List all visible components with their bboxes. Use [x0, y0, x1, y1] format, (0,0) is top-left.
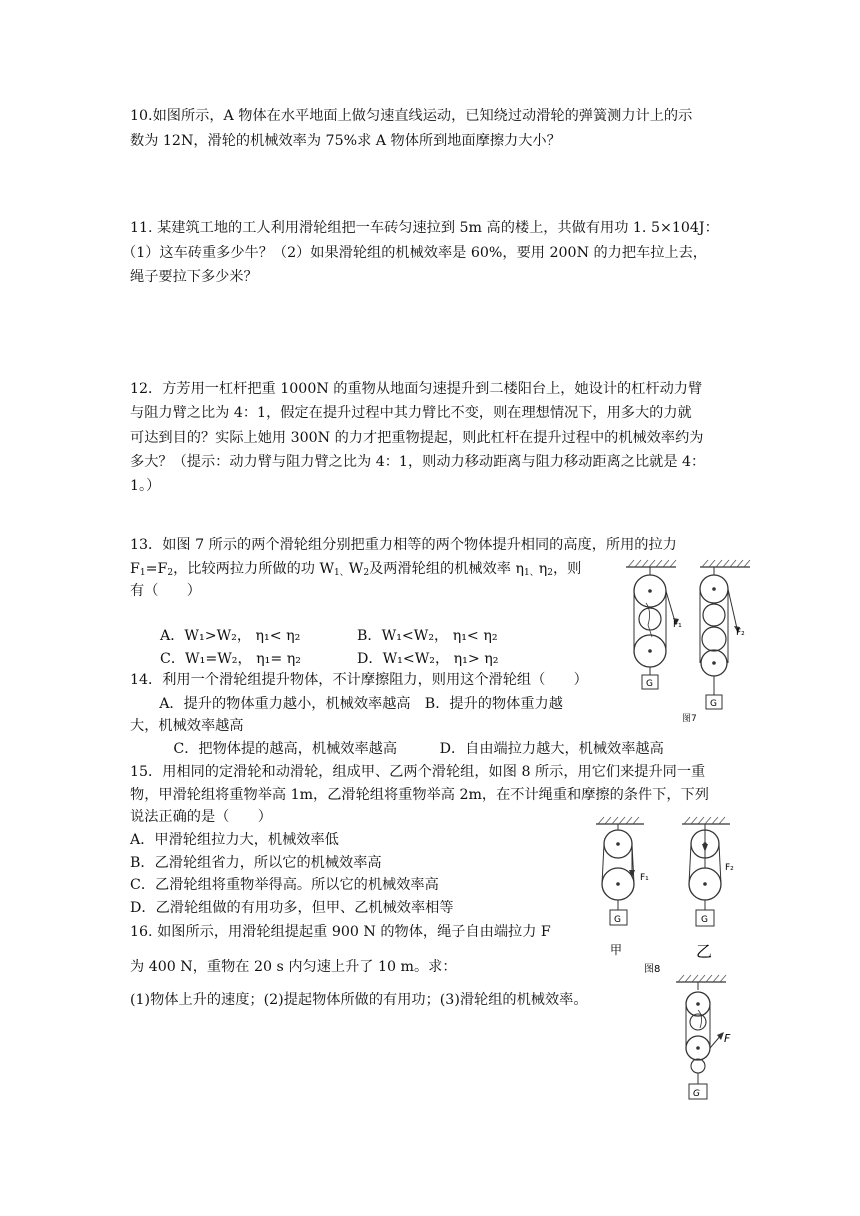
figure-8-diagram — [590, 812, 750, 982]
figure-8-weight-2: G — [701, 915, 708, 925]
q13-line-1: 13．如图 7 所示的两个滑轮组分别把重力相等的两个物体提升相同的高度，所用的拉力 — [130, 537, 677, 553]
q14-line-4: C．把物体提的越高，机械效率越高 D．自由端拉力越大，机械效率越高 — [145, 741, 664, 757]
q15-option-c: C．乙滑轮组将重物举得高。所以它的机械效率高 — [130, 877, 439, 893]
q15-option-d: D．乙滑轮组做的有用功多，但甲、乙机械效率相等 — [130, 900, 454, 916]
q13-option-c: C．W₁=W₂， η₁= η₂ — [160, 651, 301, 667]
figure-7-force-2: F₂ — [736, 628, 745, 638]
figure-7-caption: 图7 — [682, 714, 697, 724]
figure-16 — [668, 972, 738, 1110]
q16-line-1: 16. 如图所示，用滑轮组提起重 900 N 的物体，绳子自由端拉力 F — [130, 924, 551, 940]
figure-7-force-1: F₁ — [673, 620, 682, 630]
q13-option-b: B．W₁<W₂， η₁< η₂ — [357, 628, 498, 644]
figure-8 — [590, 812, 750, 982]
q15-option-b: B．乙滑轮组省力，所以它的机械效率高 — [130, 855, 382, 871]
q15-line-2: 物，甲滑轮组将重物举高 1m，乙滑轮组将重物举高 2m，在不计绳重和摩擦的条件下，下列 — [130, 787, 709, 803]
figure-7-diagram — [618, 555, 758, 735]
q13-line-3: 有（ ） — [130, 583, 201, 599]
q11-line-2: （1）这车砖重多少牛？（2）如果滑轮组的机械效率是 60%，要用 200N 的力把车拉上去， — [122, 245, 707, 261]
figure-16-weight: G — [693, 1089, 700, 1099]
figure-16-diagram — [668, 972, 738, 1110]
q13-option-a: A．W₁>W₂， η₁< η₂ — [160, 628, 301, 644]
figure-8-caption: 图8 — [644, 964, 661, 975]
q12-line-4: 多大？（提示：动力臂与阻力臂之比为 4：1，则动力移动距离与阻力移动距离之比就是 4： — [130, 454, 706, 470]
q12-line-2: 与阻力臂之比为 4：1，假定在提升过程中其力臂比不变，则在理想情况下，用多大的力就 — [130, 405, 692, 421]
figure-7-weight-2: G — [710, 699, 717, 709]
q12-line-1: 12．方芳用一杠杆把重 1000N 的重物从地面匀速提升到二楼阳台上，她设计的杠杆动力臂 — [130, 381, 703, 397]
q11-line-1: 11. 某建筑工地的工人利用滑轮组把一车砖匀速拉到 5m 高的楼上，共做有用功 1. 5×104J： — [130, 220, 719, 236]
figure-8-force-1: F₁ — [640, 873, 649, 883]
q12-line-3: 可达到目的？实际上她用 300N 的力才把重物提起，则此杠杆在提升过程中的机械效率约为 — [130, 430, 704, 446]
q11-line-3: 绳子要拉下多少米？ — [130, 269, 258, 285]
q14-line-2: A．提升的物体重力越小，机械效率越高 B．提升的物体重力越 — [145, 696, 563, 712]
q14-line-3: 大，机械效率越高 — [130, 718, 244, 734]
figure-8-weight-1: G — [614, 915, 621, 925]
q14-line-1: 14．利用一个滑轮组提升物体，不计摩擦阻力，则用这个滑轮组（ ） — [130, 672, 588, 688]
q13-option-d: D．W₁<W₂， η₁> η₂ — [357, 651, 499, 667]
q16-line-2: 为 400 N，重物在 20 s 内匀速上升了 10 m。求： — [130, 959, 457, 975]
figure-8-force-2: F₂ — [725, 863, 734, 873]
q10-line-2: 数为 12N，滑轮的机械效率为 75%求 A 物体所到地面摩擦力大小？ — [130, 133, 561, 149]
figure-7 — [618, 555, 758, 735]
q15-line-1: 15．用相同的定滑轮和动滑轮，组成甲、乙两个滑轮组，如图 8 所示，用它们来提升同一重 — [130, 764, 706, 780]
figure-8-label-yi: 乙 — [696, 942, 713, 961]
q10-line-1: 10.如图所示，A 物体在水平地面上做匀速直线运动，已知绕过动滑轮的弹簧测力计上的示 — [130, 108, 693, 124]
q12-line-5: 1。） — [130, 478, 161, 494]
figure-8-label-jia: 甲 — [610, 943, 623, 957]
q13-line-2: $F_1=F_2$，比较两拉力所做的功 $W_{1、}W_2$及两滑轮组的机械效率 $\eta_{1、}\eta_2$，则 — [130, 561, 582, 578]
figure-16-force: F — [724, 1032, 731, 1045]
q15-line-3: 说法正确的是（ ） — [130, 809, 272, 825]
q16-line-3: (1)物体上升的速度；(2)提起物体所做的有用功；(3)滑轮组的机械效率。 — [130, 992, 588, 1008]
figure-7-weight-1: G — [646, 679, 653, 689]
q15-option-a: A．甲滑轮组拉力大，机械效率低 — [130, 832, 339, 848]
